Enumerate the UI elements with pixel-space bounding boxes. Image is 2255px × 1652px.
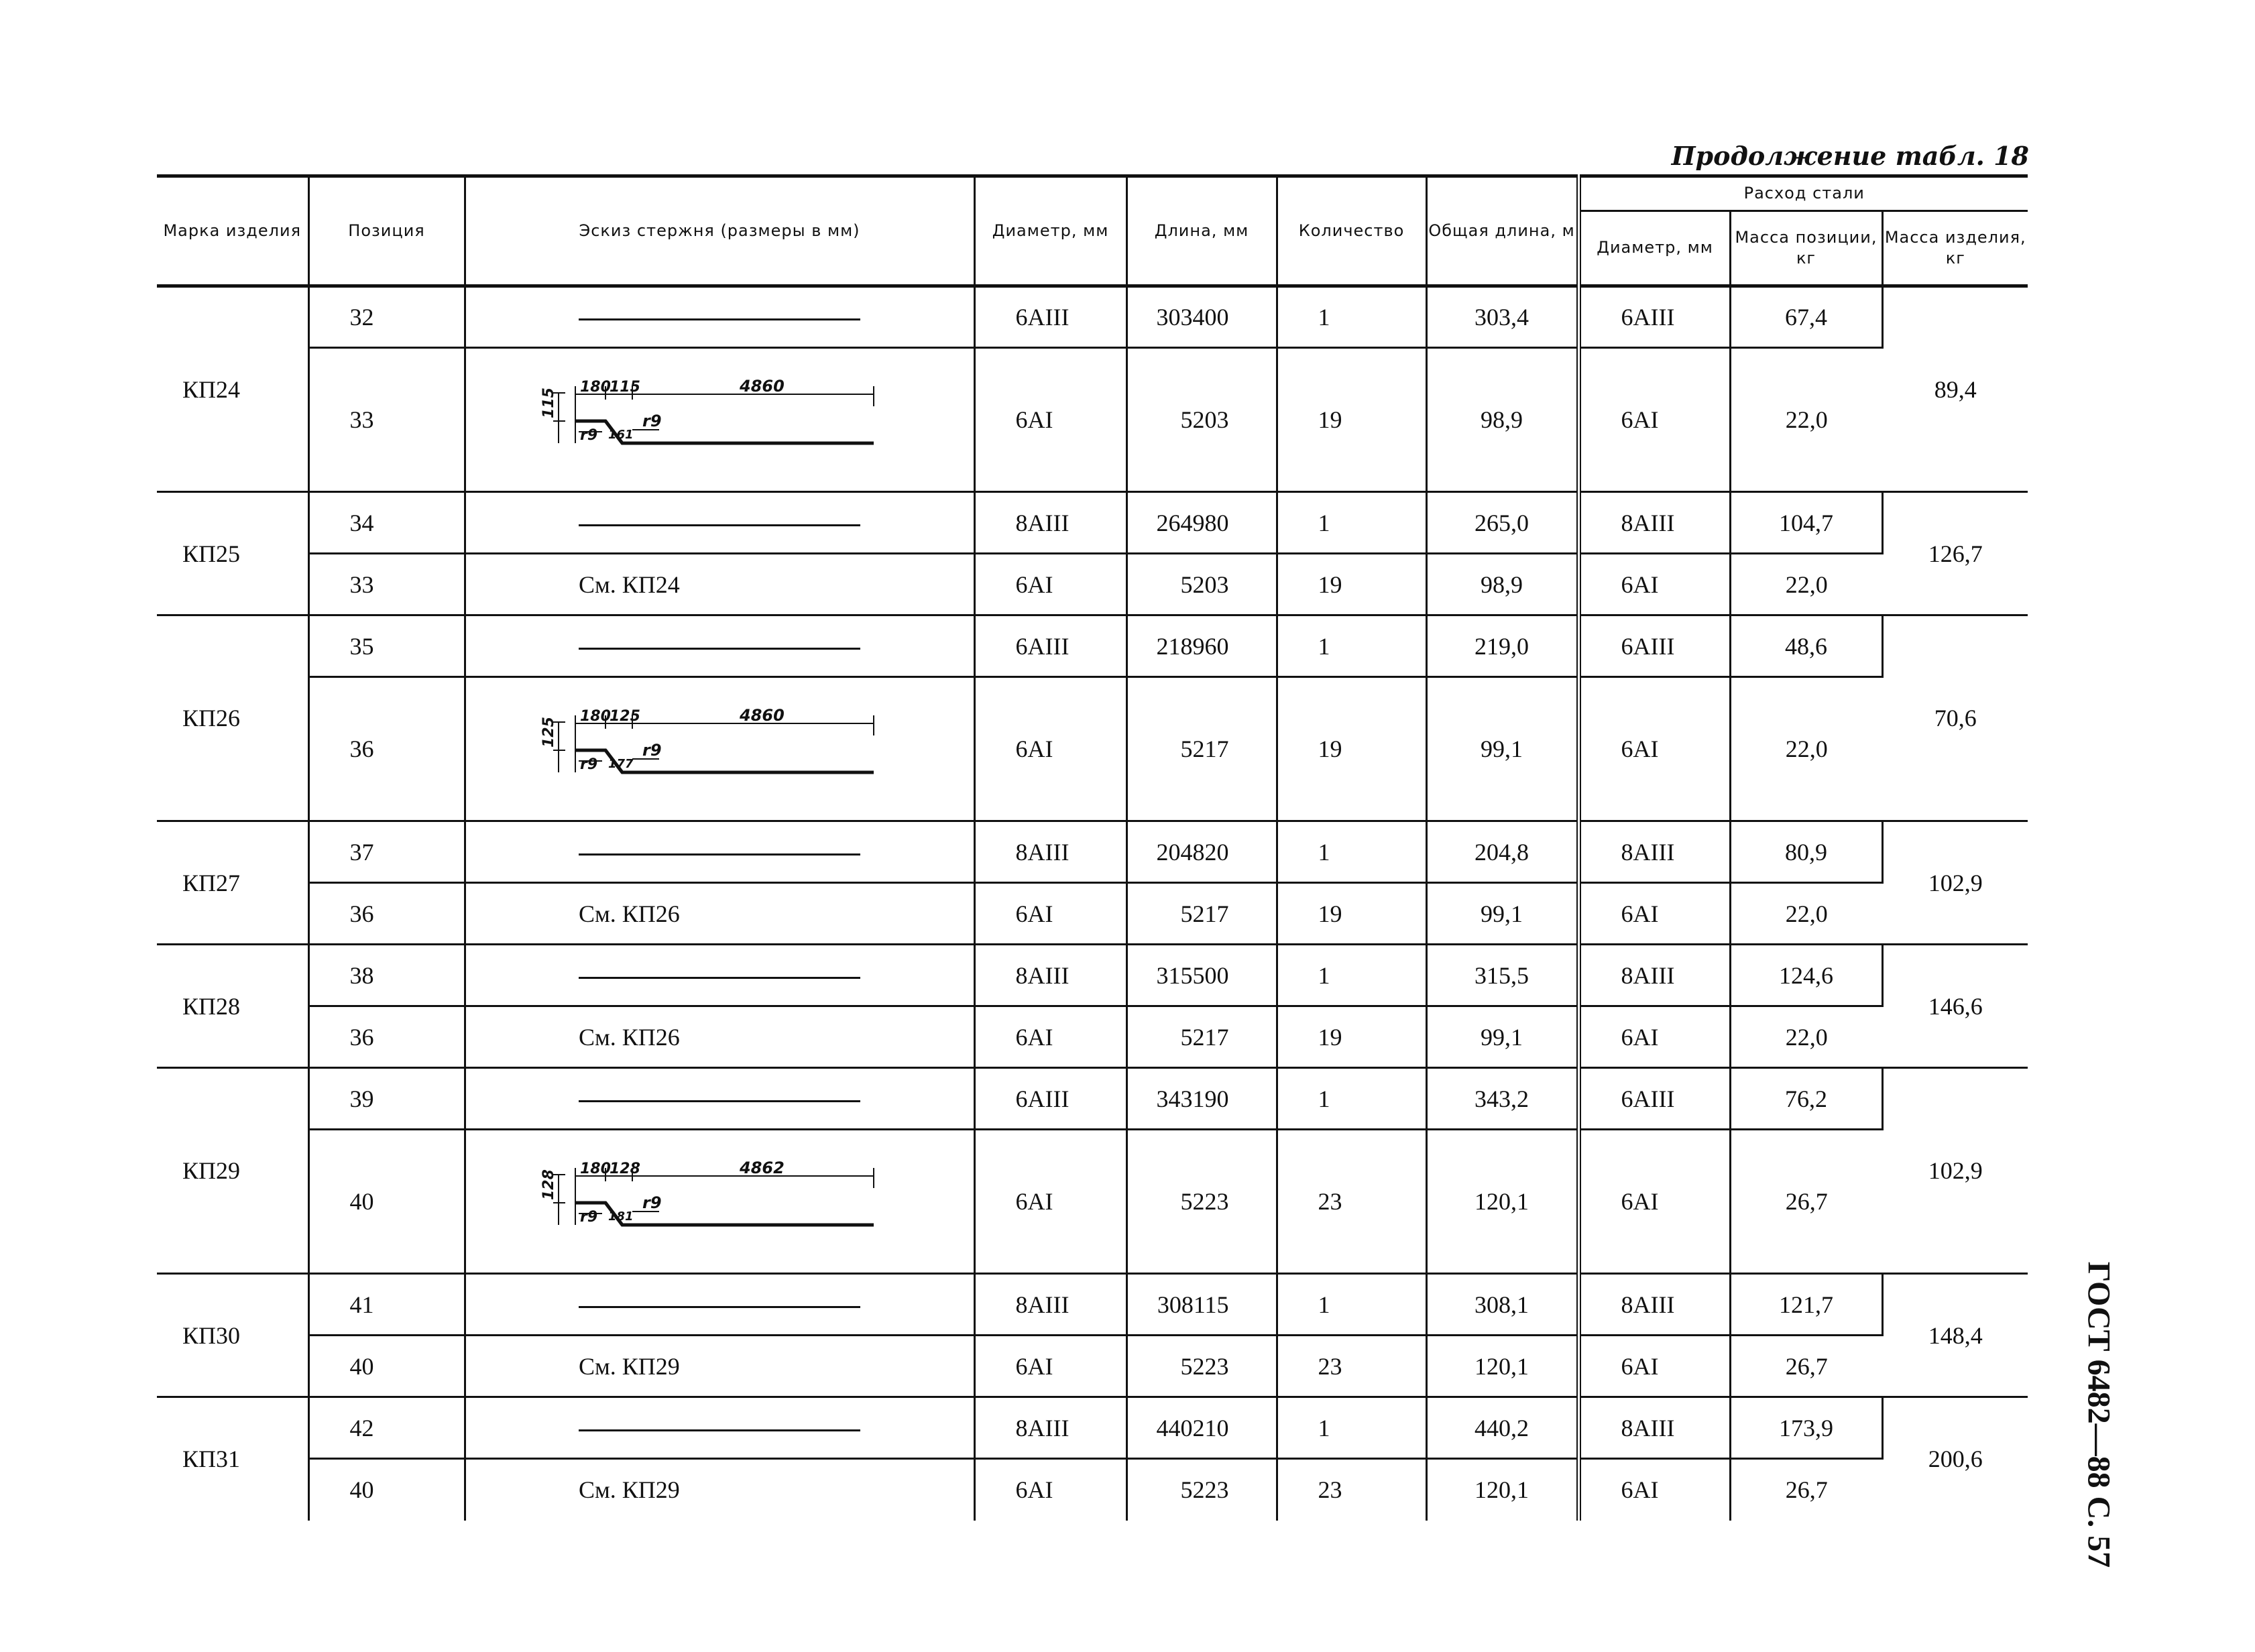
sketch-dimension-label: r9 (642, 741, 662, 760)
position-cell: 36 (308, 1006, 465, 1068)
table-row (157, 821, 2028, 883)
steel-diameter-cell: 6АI (1578, 1006, 1730, 1068)
steel-diameter-cell: 8АIII (1578, 821, 1730, 883)
sketch-dimension-label: r9 (580, 756, 598, 773)
position-mass-cell: 22,0 (1730, 677, 1882, 821)
sketch-cell (465, 821, 974, 883)
sketch-cell (465, 348, 974, 492)
steel-diameter-cell: 6АI (1578, 1459, 1730, 1521)
position-cell: 36 (308, 677, 465, 821)
rebar-spec-table (157, 174, 2028, 1521)
table-continuation-caption: Продолжение табл. 18 (1671, 141, 2029, 171)
position-cell: 39 (308, 1068, 465, 1130)
quantity-cell: 19 (1277, 554, 1426, 615)
position-mass-cell: 76,2 (1730, 1068, 1882, 1130)
header-steel-diameter: Диаметр, мм (1578, 211, 1730, 286)
sketch-cell (465, 1397, 974, 1459)
steel-diameter-cell: 6АI (1578, 554, 1730, 615)
product-mark-cell: КП29 (157, 1068, 308, 1274)
total-length-cell: 343,2 (1426, 1068, 1578, 1130)
sketch-reference-text: См. КП24 (579, 571, 680, 598)
quantity-cell: 1 (1277, 286, 1426, 348)
steel-diameter-cell: 6АI (1578, 677, 1730, 821)
sketch-cell (465, 1459, 974, 1521)
diameter-cell: 6АI (974, 348, 1126, 492)
diameter-cell: 6АI (974, 883, 1126, 945)
length-cell: 5217 (1126, 677, 1277, 821)
product-mark-cell: КП26 (157, 615, 308, 821)
steel-diameter-cell: 6АIII (1578, 1068, 1730, 1130)
position-cell: 35 (308, 615, 465, 677)
product-mark-cell: КП30 (157, 1274, 308, 1397)
sketch-cell (465, 1274, 974, 1336)
straight-bar-sketch (579, 977, 860, 979)
sketch-dimension-label: 180 (580, 1161, 611, 1177)
total-length-cell: 120,1 (1426, 1130, 1578, 1274)
table-body (157, 286, 2028, 1521)
header-position: Позиция (308, 176, 465, 286)
sketch-cell (465, 1130, 974, 1274)
steel-diameter-cell: 8АIII (1578, 1274, 1730, 1336)
sketch-reference-text: См. КП26 (579, 1023, 680, 1051)
sketch-cell (465, 286, 974, 348)
table-row (157, 1274, 2028, 1336)
total-length-cell: 98,9 (1426, 348, 1578, 492)
steel-diameter-cell: 6АI (1578, 348, 1730, 492)
diameter-cell: 6АIII (974, 286, 1126, 348)
position-mass-cell: 67,4 (1730, 286, 1882, 348)
product-mass-cell: 89,4 (1882, 286, 2028, 492)
table-row (157, 286, 2028, 348)
header-steel-group: Расход стали (1578, 176, 2028, 211)
sketch-dimension-label: 4862 (740, 1161, 785, 1177)
total-length-cell: 303,4 (1426, 286, 1578, 348)
product-mark-cell: КП24 (157, 286, 308, 492)
diameter-cell: 6АI (974, 1006, 1126, 1068)
quantity-cell: 19 (1277, 1006, 1426, 1068)
straight-bar-sketch (579, 1100, 860, 1102)
product-mark-cell: КП25 (157, 492, 308, 615)
product-mass-cell: 102,9 (1882, 821, 2028, 945)
quantity-cell: 19 (1277, 348, 1426, 492)
position-mass-cell: 104,7 (1730, 492, 1882, 554)
sketch-dimension-label: 4860 (740, 379, 785, 396)
table-row (157, 1130, 2028, 1274)
table-row (157, 492, 2028, 554)
table-row (157, 554, 2028, 615)
product-mass-cell: 146,6 (1882, 945, 2028, 1068)
header-sketch: Эскиз стержня (размеры в мм) (465, 176, 974, 286)
position-mass-cell: 22,0 (1730, 554, 1882, 615)
total-length-cell: 98,9 (1426, 554, 1578, 615)
quantity-cell: 1 (1277, 1274, 1426, 1336)
table-row (157, 1397, 2028, 1459)
product-mark-cell: КП28 (157, 945, 308, 1068)
steel-diameter-cell: 6АIII (1578, 615, 1730, 677)
length-cell: 5217 (1126, 1006, 1277, 1068)
position-mass-cell: 22,0 (1730, 883, 1882, 945)
header-length: Длина, мм (1126, 176, 1277, 286)
total-length-cell: 99,1 (1426, 677, 1578, 821)
steel-diameter-cell: 8АIII (1578, 1397, 1730, 1459)
diameter-cell: 8АIII (974, 945, 1126, 1006)
position-cell: 36 (308, 883, 465, 945)
header-mark: Марка изделия (157, 176, 308, 286)
header-quantity: Количество (1277, 176, 1426, 286)
table-row (157, 1336, 2028, 1397)
sketch-dimension-label: 128 (610, 1161, 640, 1177)
length-cell: 5203 (1126, 554, 1277, 615)
position-cell: 40 (308, 1130, 465, 1274)
straight-bar-sketch (579, 648, 860, 650)
quantity-cell: 1 (1277, 1068, 1426, 1130)
sketch-dimension-label: 115 (610, 379, 640, 396)
sketch-dimension-label: 125 (610, 709, 640, 725)
position-mass-cell: 121,7 (1730, 1274, 1882, 1336)
table-row (157, 677, 2028, 821)
diameter-cell: 6АIII (974, 1068, 1126, 1130)
length-cell: 343190 (1126, 1068, 1277, 1130)
sketch-dimension-label: r9 (580, 427, 598, 444)
position-cell: 40 (308, 1459, 465, 1521)
position-cell: 37 (308, 821, 465, 883)
total-length-cell: 120,1 (1426, 1336, 1578, 1397)
table-row (157, 1006, 2028, 1068)
diameter-cell: 6АI (974, 554, 1126, 615)
diameter-cell: 6АI (974, 1459, 1126, 1521)
quantity-cell: 23 (1277, 1130, 1426, 1274)
product-mark-cell: КП27 (157, 821, 308, 945)
position-cell: 42 (308, 1397, 465, 1459)
total-length-cell: 315,5 (1426, 945, 1578, 1006)
length-cell: 5203 (1126, 348, 1277, 492)
length-cell: 5223 (1126, 1459, 1277, 1521)
steel-diameter-cell: 6АI (1578, 1336, 1730, 1397)
position-cell: 32 (308, 286, 465, 348)
length-cell: 308115 (1126, 1274, 1277, 1336)
steel-diameter-cell: 8АIII (1578, 945, 1730, 1006)
diameter-cell: 8АIII (974, 821, 1126, 883)
header-total-length: Общая длина, м (1426, 176, 1578, 286)
length-cell: 315500 (1126, 945, 1277, 1006)
total-length-cell: 204,8 (1426, 821, 1578, 883)
sketch-dimension-label: r9 (642, 412, 662, 430)
sketch-reference-text: См. КП26 (579, 900, 680, 927)
total-length-cell: 265,0 (1426, 492, 1578, 554)
sketch-cell (465, 1006, 974, 1068)
straight-bar-sketch (579, 1429, 860, 1431)
product-mass-cell: 200,6 (1882, 1397, 2028, 1521)
length-cell: 5223 (1126, 1336, 1277, 1397)
position-cell: 40 (308, 1336, 465, 1397)
quantity-cell: 1 (1277, 492, 1426, 554)
product-mass-cell: 70,6 (1882, 615, 2028, 821)
length-cell: 303400 (1126, 286, 1277, 348)
diameter-cell: 6АI (974, 1336, 1126, 1397)
sketch-dimension-label: 128 (540, 1169, 557, 1200)
position-mass-cell: 22,0 (1730, 348, 1882, 492)
straight-bar-sketch (579, 853, 860, 856)
product-mass-cell: 102,9 (1882, 1068, 2028, 1274)
sketch-dimension-label: 161 (608, 428, 634, 442)
position-mass-cell: 26,7 (1730, 1459, 1882, 1521)
quantity-cell: 23 (1277, 1459, 1426, 1521)
diameter-cell: 6АIII (974, 615, 1126, 677)
product-mark-cell: КП31 (157, 1397, 308, 1521)
sketch-dimension-label: 125 (540, 717, 557, 748)
steel-diameter-cell: 8АIII (1578, 492, 1730, 554)
sketch-dimension-label: 180 (580, 379, 611, 396)
position-mass-cell: 80,9 (1730, 821, 1882, 883)
table-row (157, 945, 2028, 1006)
straight-bar-sketch (579, 318, 860, 320)
total-length-cell: 440,2 (1426, 1397, 1578, 1459)
length-cell: 5217 (1126, 883, 1277, 945)
steel-diameter-cell: 6АI (1578, 883, 1730, 945)
sketch-cell (465, 615, 974, 677)
position-mass-cell: 124,6 (1730, 945, 1882, 1006)
position-mass-cell: 22,0 (1730, 1006, 1882, 1068)
sketch-cell (465, 1336, 974, 1397)
sketch-reference-text: См. КП29 (579, 1352, 680, 1380)
table-row (157, 1459, 2028, 1521)
header-product-mass: Масса изделия, кг (1882, 211, 2028, 286)
quantity-cell: 1 (1277, 945, 1426, 1006)
table-row (157, 883, 2028, 945)
sketch-cell (465, 492, 974, 554)
product-mass-cell: 126,7 (1882, 492, 2028, 615)
total-length-cell: 120,1 (1426, 1459, 1578, 1521)
quantity-cell: 1 (1277, 615, 1426, 677)
sketch-cell (465, 883, 974, 945)
diameter-cell: 8АIII (974, 1274, 1126, 1336)
quantity-cell: 19 (1277, 677, 1426, 821)
position-cell: 38 (308, 945, 465, 1006)
table-row (157, 615, 2028, 677)
diameter-cell: 8АIII (974, 1397, 1126, 1459)
sketch-dimension-label: 115 (540, 388, 557, 418)
rebar-bend-sketch (538, 1161, 901, 1242)
sketch-dimension-label: 177 (608, 757, 634, 771)
table-row (157, 1068, 2028, 1130)
total-length-cell: 308,1 (1426, 1274, 1578, 1336)
total-length-cell: 99,1 (1426, 883, 1578, 945)
header-position-mass: Масса позиции, кг (1730, 211, 1882, 286)
quantity-cell: 1 (1277, 1397, 1426, 1459)
position-mass-cell: 26,7 (1730, 1130, 1882, 1274)
position-cell: 41 (308, 1274, 465, 1336)
product-mass-cell: 148,4 (1882, 1274, 2028, 1397)
standard-page-label: ГОСТ 6482—88 С. 57 (2081, 1261, 2117, 1568)
steel-diameter-cell: 6АI (1578, 1130, 1730, 1274)
position-cell: 34 (308, 492, 465, 554)
sketch-dimension-label: 4860 (740, 709, 785, 725)
table-row (157, 348, 2028, 492)
position-cell: 33 (308, 554, 465, 615)
position-cell: 33 (308, 348, 465, 492)
position-mass-cell: 26,7 (1730, 1336, 1882, 1397)
quantity-cell: 23 (1277, 1336, 1426, 1397)
position-mass-cell: 173,9 (1730, 1397, 1882, 1459)
length-cell: 264980 (1126, 492, 1277, 554)
quantity-cell: 1 (1277, 821, 1426, 883)
header-diameter: Диаметр, мм (974, 176, 1126, 286)
side-label-container (2052, 1247, 2146, 1582)
sketch-cell (465, 1068, 974, 1130)
diameter-cell: 8АIII (974, 492, 1126, 554)
sketch-cell (465, 945, 974, 1006)
rebar-bend-sketch (538, 379, 901, 460)
total-length-cell: 99,1 (1426, 1006, 1578, 1068)
length-cell: 204820 (1126, 821, 1277, 883)
sketch-dimension-label: 180 (580, 709, 611, 725)
length-cell: 218960 (1126, 615, 1277, 677)
sketch-dimension-label: r9 (580, 1209, 598, 1226)
sketch-dimension-label: 181 (608, 1210, 634, 1224)
sketch-cell (465, 554, 974, 615)
diameter-cell: 6АI (974, 677, 1126, 821)
length-cell: 440210 (1126, 1397, 1277, 1459)
straight-bar-sketch (579, 1306, 860, 1308)
quantity-cell: 19 (1277, 883, 1426, 945)
length-cell: 5223 (1126, 1130, 1277, 1274)
total-length-cell: 219,0 (1426, 615, 1578, 677)
sketch-dimension-label: r9 (642, 1193, 662, 1212)
position-mass-cell: 48,6 (1730, 615, 1882, 677)
straight-bar-sketch (579, 524, 860, 526)
sketch-cell (465, 677, 974, 821)
steel-diameter-cell: 6АIII (1578, 286, 1730, 348)
diameter-cell: 6АI (974, 1130, 1126, 1274)
sketch-reference-text: См. КП29 (579, 1476, 680, 1504)
rebar-bend-sketch (538, 709, 901, 789)
